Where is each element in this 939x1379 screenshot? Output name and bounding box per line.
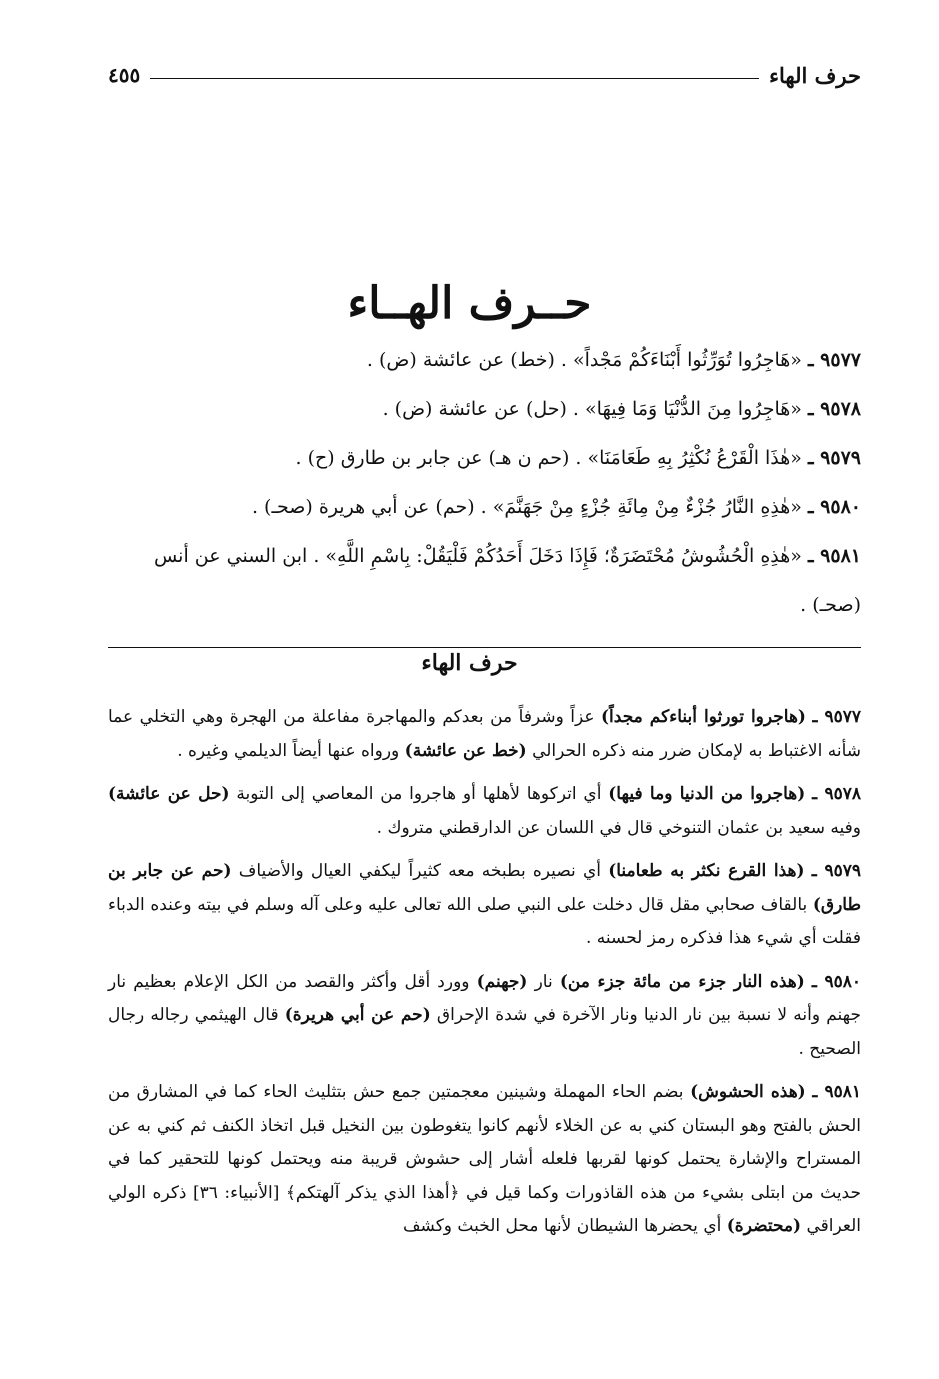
commentary-lead: (هذا القرع نكثر به طعامنا)	[608, 861, 805, 881]
commentary-number: ٩٥٧٧ ـ	[812, 707, 861, 727]
commentary-keyword: (محتضرة)	[726, 1216, 802, 1236]
commentary-text: أي اتركوها لأهلها أو هاجروا من المعاصي إلى التوبة	[229, 784, 609, 804]
hadith-number: ٩٥٨٠ ـ	[807, 496, 861, 518]
hadith-source: . (حم) عن أبي هريرة (صحـ) .	[251, 496, 487, 518]
commentary-text: وفيه سعيد بن عثمان التنوخي قال في اللسان عن الدارقطني متروك .	[376, 817, 861, 838]
commentary-keyword: (جهنم)	[476, 971, 528, 992]
commentary-source: (حل عن عائشة)	[108, 784, 230, 804]
commentary-text: وورد أقل وأكثر والقصد من الكل الإعلام بعظيم نار جهنم وأنه لا نسبة بين نار الدنيا ونار الآخرة في شدة الإحراق	[108, 971, 861, 1025]
commentary-number: ٩٥٧٨ ـ	[812, 784, 861, 804]
hadith-source: . (حل) عن عائشة (ض) .	[382, 398, 579, 420]
commentary-source: (حم عن جابر بن طارق)	[108, 861, 861, 915]
commentary-paragraph	[108, 855, 861, 956]
commentary-number: ٩٥٨١ ـ	[812, 1082, 861, 1102]
commentary-text: بالقاف صحابي مقل قال دخلت على النبي صلى الله تعالى عليه وعلى آله وسلم في بيته وعنده الدباء فقلت أي شيء هذا فذكره رمز لحسنه .	[108, 894, 861, 948]
commentary-lead: (هاجروا تورثوا أبناءكم مجداً)	[601, 707, 806, 727]
commentary-title: حرف الهاء	[421, 650, 518, 676]
commentary-paragraph	[108, 778, 861, 845]
hadith-text: «هٰذِهِ النَّارُ جُزْءٌ مِنْ مِائَةِ جُزْءٍ مِنْ جَهَنَّمَ»	[492, 496, 802, 518]
hadith-item	[108, 336, 861, 385]
chapter-title: حــرف الهــاء	[347, 278, 592, 329]
hadith-list	[108, 336, 861, 630]
page-number: ٤٥٥	[108, 63, 141, 87]
hadith-text: «هٰذَا الْقَرْعُ نُكْثِرُ بِهِ طَعَامَنَا»	[587, 447, 802, 469]
commentary-text: أي يحضرها الشيطان لأنها محل الخبث وكشف	[402, 1216, 727, 1236]
commentary-text: بضم الحاء المهملة وشينين معجمتين جمع حش بتثليث الحاء كما في المشارق من الحش بالفتح وهو البستان كني به عن الخلاء لأنهم كانوا يتغوطون بين النخيل قبل اتخاذ الكنف ثم كني به عن المستراح والإشارة يحتمل كونها لقربها فلعله أشار إلى حشوش قريبة منه ويحتمل كونها للتحقير كما في حديث من ابتلى بشيء من هذه القاذورات وكما قيل في ﴿أهذا الذي يذكر آلهتكم﴾ [الأنبياء: ٣٦] ذكره الولي العراقي	[108, 1082, 861, 1236]
hadith-number: ٩٥٨١ ـ	[807, 545, 861, 567]
hadith-source: . (خط) عن عائشة (ض) .	[366, 349, 567, 371]
commentary-section	[108, 701, 861, 1254]
commentary-number: ٩٥٧٩ ـ	[811, 861, 861, 881]
commentary-text: أي نصيره بطبخه معه كثيراً ليكفي العيال والأضياف	[231, 861, 609, 881]
hadith-text: «هَاجِرُوا مِنَ الدُّنْيَا وَمَا فِيهَا»	[585, 398, 802, 420]
hadith-text: «هَاجِرُوا تُوَرِّثُوا أَبْنَاءَكُمْ مَجْداً»	[573, 349, 802, 371]
hadith-item	[108, 385, 861, 434]
running-header	[108, 58, 861, 92]
commentary-lead: (هاجروا من الدنيا وما فيها)	[608, 784, 806, 804]
commentary-text: ورواه عنها أيضاً الديلمي وغيره .	[177, 740, 405, 761]
section-separator	[108, 647, 861, 648]
hadith-text: «هٰذِهِ الْحُشُوشُ مُحْتَضَرَةٌ؛ فَإِذَا دَخَلَ أَحَدُكُمْ فَلْيَقُلْ: بِاسْمِ اللَّهِ»	[325, 545, 802, 567]
hadith-item	[108, 434, 861, 483]
commentary-paragraph	[108, 1076, 861, 1244]
commentary-text: قال الهيثمي رجاله رجال الصحيح .	[108, 1005, 861, 1059]
commentary-source: (خط عن عائشة)	[404, 740, 527, 761]
commentary-source: (حم عن أبي هريرة)	[284, 1005, 431, 1025]
commentary-text: عزاً وشرفاً من بعدكم والمهاجرة مفاعلة من الهجرة وهي التخلي عما شأنه الاغتباط به لإمكان ضرر منه ذكره الحرالي	[108, 707, 861, 761]
commentary-paragraph	[108, 966, 861, 1067]
hadith-source: . (حم ن هـ) عن جابر بن طارق (ح) .	[295, 447, 582, 469]
hadith-item	[108, 532, 861, 630]
hadith-source: . ابن السني عن أنس (صحـ) .	[153, 545, 861, 616]
commentary-lead: (هذه الحشوش)	[690, 1082, 806, 1102]
header-rule	[150, 78, 759, 79]
running-header-title: حرف الهاء	[769, 62, 861, 88]
commentary-paragraph	[108, 701, 861, 768]
commentary-number: ٩٥٨٠ ـ	[811, 971, 862, 992]
hadith-number: ٩٥٧٧ ـ	[807, 349, 861, 371]
hadith-number: ٩٥٧٨ ـ	[807, 398, 861, 420]
commentary-text: نار	[527, 971, 560, 992]
commentary-lead: (هذه النار جزء من مائة جزء من)	[559, 971, 805, 992]
hadith-item	[108, 483, 861, 532]
hadith-number: ٩٥٧٩ ـ	[807, 447, 861, 469]
